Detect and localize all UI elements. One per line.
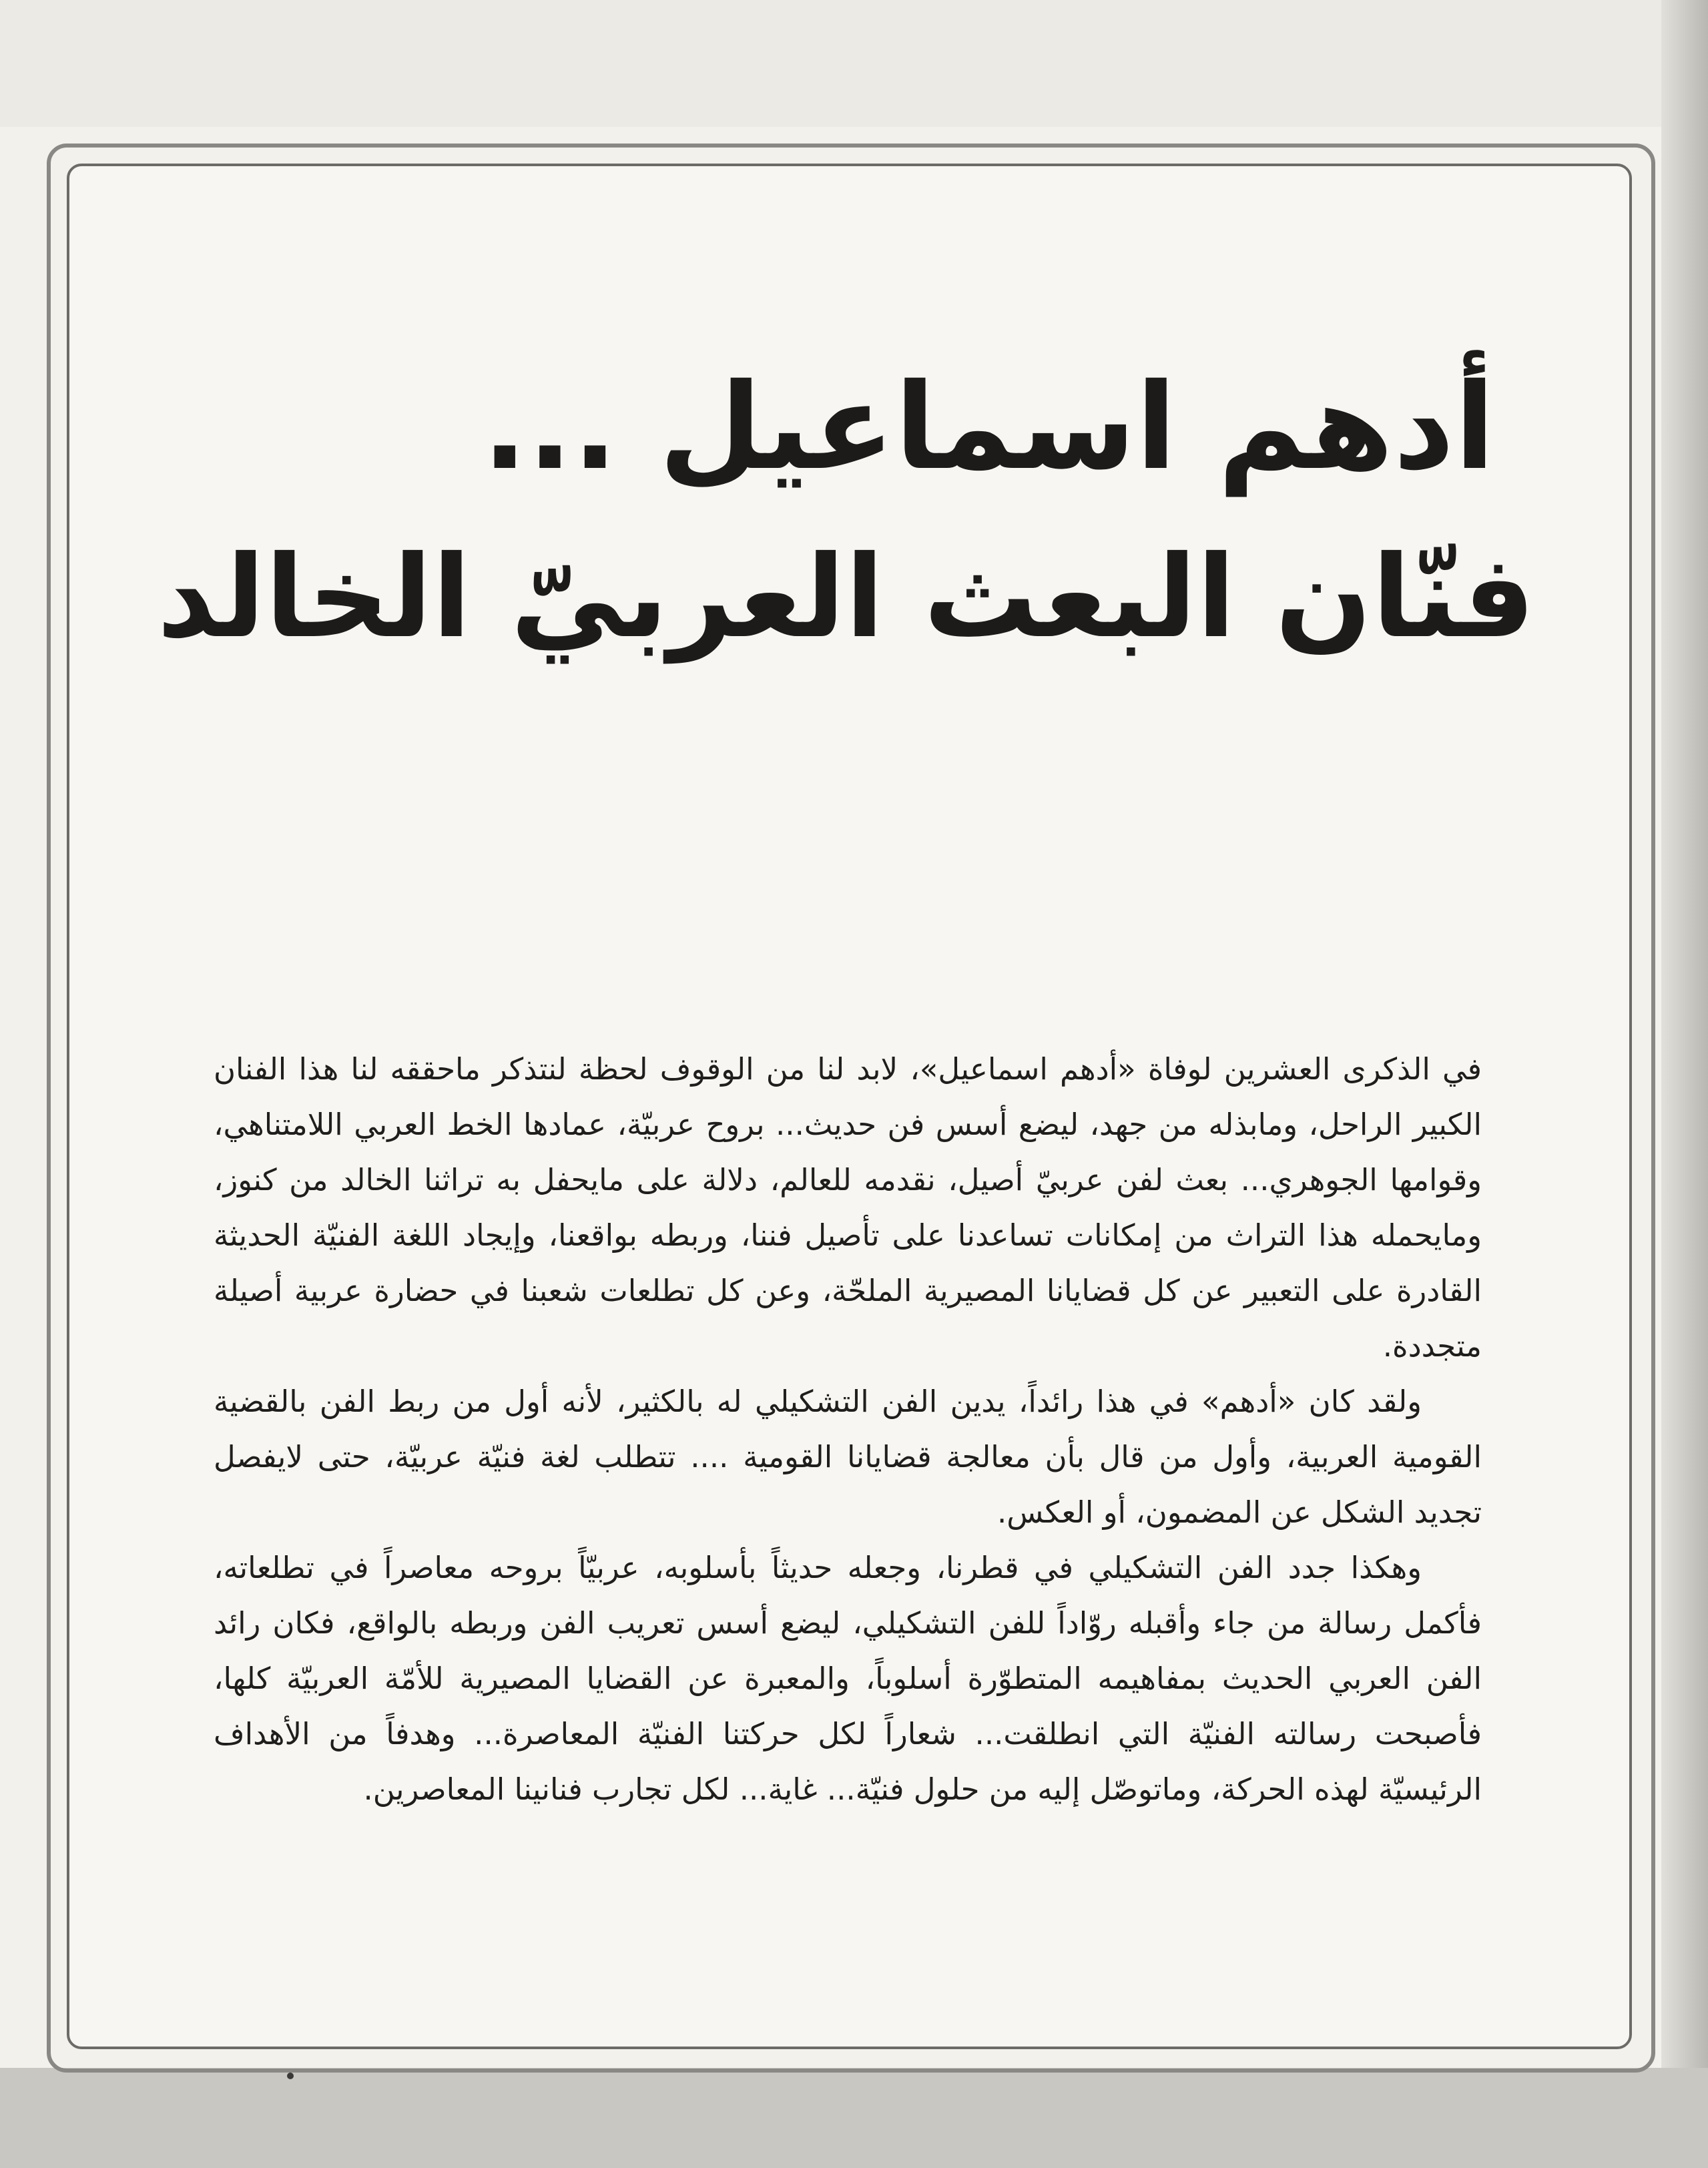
article-body [214, 1041, 1482, 1817]
paragraph-2: ولقد كان «أدهم» في هذا رائداً، يدين الفن التشكيلي له بالكثير، لأنه أول من ربط الفن بالقضية القومية العربية، وأول من قال بأن معالجة قضايانا القومية .... تتطلب لغة فنيّة عربيّة، حتى لايفصل تجديد الشكل عن المضمون، أو العكس. [214, 1384, 1482, 1530]
title-line-1: أدهم اسماعيل ... [482, 358, 1495, 496]
page-right-edge [1661, 0, 1708, 2168]
title-line-2: فنّان البعث العربيّ الخالد [157, 531, 1535, 663]
paragraph-3: وهكذا جدد الفن التشكيلي في قطرنا، وجعله حديثاً بأسلوبه، عربيّاً بروحه معاصراً في تطلعاته، فأكمل رسالة من جاء وأقبله روّاداً للفن التشكيلي، ليضع أسس تعريب الفن وربطه بالواقع، فكان رائد الفن العربي الحديث بمفاهيمه المتطوّرة أسلوباً، والمعبرة عن القضايا المصيرية للأمّة العربيّة كلها، فأصبحت رسالته الفنيّة التي انطلقت... شعاراً لكل حركتنا الفنيّة المعاصرة... وهدفاً من الأهداف الرئيسيّة لهذه الحركة، وماتوصّل إليه من حلول فنيّة... غاية... لكل تجارب فنانينا المعاصرين. [214, 1550, 1482, 1807]
page-top-margin [0, 0, 1708, 127]
bottom-dot-mark [287, 2073, 294, 2079]
article-title [157, 347, 1535, 674]
paragraph-1: في الذكرى العشرين لوفاة «أدهم اسماعيل»، لابد لنا من الوقوف لحظة لنتذكر ماحققه لنا هذا الفنان الكبير الراحل، ومابذله من جهد، ليضع أسس فن حديث... بروح عربيّة، عمادها الخط العربي اللامتناهي، وقوامها الجوهري... بعث لفن عربيّ أصيل، نقدمه للعالم، دلالة على مايحفل به تراثنا الخالد من كنوز، ومايحمله هذا التراث من إمكانات تساعدنا على تأصيل فننا، وربطه بواقعنا، وإيجاد اللغة الفنيّة الحديثة القادرة على التعبير عن كل قضايانا المصيرية الملحّة، وعن كل تطلعات شعبنا في حضارة عربية أصيلة متجددة. [214, 1051, 1482, 1364]
page-bottom-edge [0, 2068, 1708, 2168]
